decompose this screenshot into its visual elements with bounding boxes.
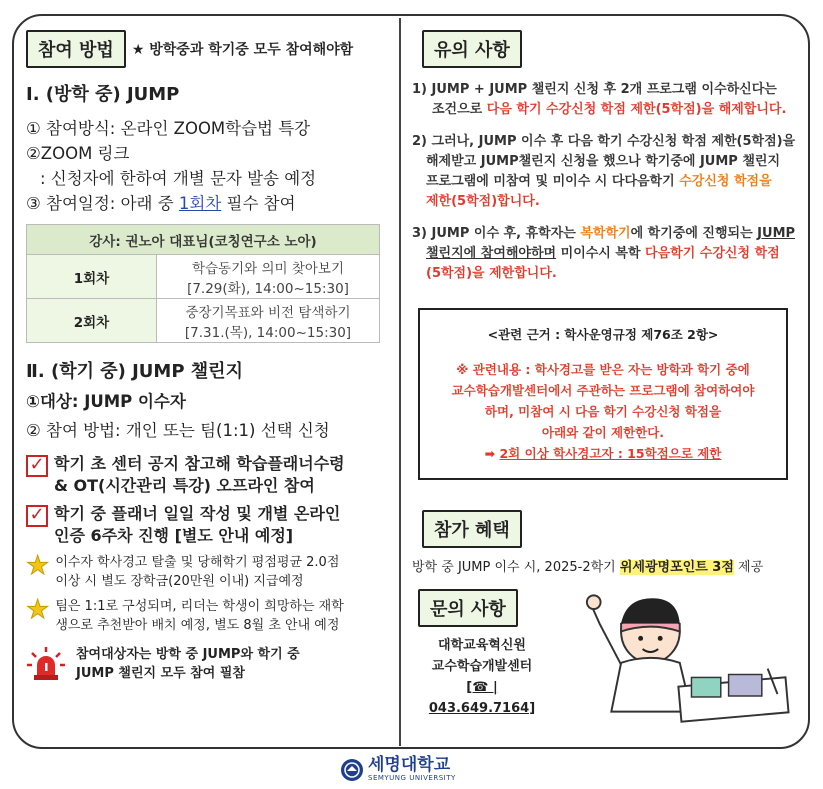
notice-line xyxy=(412,172,797,192)
benefit-text xyxy=(412,556,797,575)
regulation-line: 아래와 같이 제한한다. xyxy=(541,425,665,440)
section1-item3-pre: ③ 참여일정: 아래 중 xyxy=(26,194,179,213)
contact-section xyxy=(412,589,797,723)
check-line: 학기 중 플래너 일일 작성 및 개별 온라인 xyxy=(54,504,341,523)
method-column xyxy=(26,30,396,683)
regulation-limit-line xyxy=(430,443,776,464)
star-line: 이수자 학사경고 탈출 및 당해학기 평점평균 2.0점 xyxy=(55,555,340,570)
notice-line: 제한(5학점)합니다. xyxy=(426,194,540,209)
notice-emphasis: 수강신청 학점을 xyxy=(679,174,772,189)
siren-line: JUMP 챌린지 모두 참여 필참 xyxy=(76,666,245,681)
siren-icon xyxy=(26,645,66,681)
notice-underline: JUMP xyxy=(757,226,796,241)
notice-line: (5학점)을 제한합니다. xyxy=(426,266,557,281)
notice-1 xyxy=(412,80,797,120)
benefit-highlight: 위세광명포인트 3점 xyxy=(619,560,734,575)
notice-text: 3) JUMP 이수 후, 휴학자는 xyxy=(412,226,581,241)
contact-phone[interactable]: [☎ | 043.649.7164] xyxy=(428,680,536,716)
notice-text: 미이수시 복학 xyxy=(556,246,646,261)
regulation-limit: 2회 이상 학사경고자 : 15학점으로 제한 xyxy=(499,446,722,461)
section1-item3-post: 필수 참여 xyxy=(221,194,296,213)
checkmark-icon: ✓ xyxy=(26,505,48,527)
notice-line xyxy=(412,244,797,264)
notice-line: 1) JUMP + JUMP 챌린지 신청 후 2개 프로그램 이수하신다는 xyxy=(412,82,777,97)
section1-item3 xyxy=(26,191,396,216)
star-item xyxy=(26,597,396,635)
round1-link[interactable]: 1회차 xyxy=(178,194,222,213)
siren-line: 참여대상자는 방학 중 JUMP와 학기 중 xyxy=(76,647,300,662)
arrow-icon: ➡ xyxy=(484,446,496,461)
notice-text: 에 학기중에 진행되는 xyxy=(630,226,758,241)
star-icon: ★ xyxy=(26,551,50,581)
check-line: 학기 초 센터 공지 참고해 학습플래너수령 xyxy=(54,454,345,473)
check-line: 인증 6주차 진행 [별도 안내 예정] xyxy=(54,526,294,545)
table-row xyxy=(27,255,380,299)
method-tag: 참여 방법 xyxy=(26,30,126,68)
section2-item2: ② 참여 방법: 개인 또는 팀(1:1) 선택 신청 xyxy=(26,421,330,440)
star-line: 생으로 추천받아 배치 예정, 별도 8월 초 안내 예정 xyxy=(55,618,340,633)
star-icon: ★ xyxy=(26,595,50,625)
section1-item2: ②ZOOM 링크 xyxy=(26,144,130,163)
schedule-header: 강사: 권노아 대표님(코칭연구소 노아) xyxy=(27,225,380,255)
student-illustration xyxy=(582,583,797,723)
notes-tag: 유의 사항 xyxy=(422,30,522,68)
schedule-topic-cell xyxy=(157,255,380,299)
contact-info xyxy=(412,635,552,719)
notice-emphasis: 복학학기 xyxy=(580,226,631,241)
schedule-topic-cell xyxy=(157,299,380,343)
notice-underline: 챌린지에 참여해야하며 xyxy=(426,246,557,261)
benefit-tag: 참가 혜택 xyxy=(422,510,522,548)
check-item xyxy=(26,503,396,547)
star-line: 이상 시 별도 장학금(20만원 이내) 지급예정 xyxy=(55,574,304,589)
contact-org: 대학교육혁신원 xyxy=(438,638,526,653)
schedule-date: [7.29(화), 14:00~15:30] xyxy=(187,280,349,297)
schedule-topic: 학습동기와 의미 찾아보기 xyxy=(191,260,345,277)
notice-emphasis: 다음 학기 수강신청 학점 제한(5학점)을 해제합니다. xyxy=(486,102,787,117)
notice-line xyxy=(412,224,797,244)
regulation-line: 하며, 미참여 시 다음 학기 수강신청 학점을 xyxy=(484,404,722,419)
table-row xyxy=(27,299,380,343)
university-emblem-icon xyxy=(340,758,364,782)
section2-title: Ⅱ. (학기 중) JUMP 챌린지 xyxy=(26,361,243,382)
contact-org: 교수학습개발센터 xyxy=(431,659,533,674)
contact-tag: 문의 사항 xyxy=(418,589,518,627)
university-name-en: SEMYUNG UNIVERSITY xyxy=(368,774,456,782)
section1-item1: ① 참여방식: 온라인 ZOOM학습법 특강 xyxy=(26,119,311,138)
star-item xyxy=(26,553,396,591)
benefit-pre: 방학 중 JUMP 이수 시, 2025-2학기 xyxy=(412,560,620,575)
siren-item xyxy=(26,645,396,683)
notice-line: 2) 그러나, JUMP 이수 후 다음 학기 수강신청 학점 제한(5학점)을 xyxy=(412,134,796,149)
notice-line xyxy=(412,100,797,120)
method-note: ★ 방학중과 학기중 모두 참여해야함 xyxy=(131,42,354,58)
schedule-date: [7.31.(목), 14:00~15:30] xyxy=(184,324,352,341)
schedule-round: 1회차 xyxy=(27,255,157,299)
notice-3 xyxy=(412,224,797,284)
notice-emphasis: 다음학기 수강신청 학점 xyxy=(645,246,780,261)
notice-2 xyxy=(412,132,797,212)
schedule-topic: 중장기목표와 비전 탐색하기 xyxy=(185,304,351,321)
regulation-line: 교수학습개발센터에서 주관하는 프로그램에 참여하여야 xyxy=(451,383,755,398)
notes-column xyxy=(412,30,797,723)
schedule-round: 2회차 xyxy=(27,299,157,343)
notice-text: 조건으로 xyxy=(432,102,487,117)
section1-title: Ⅰ. (방학 중) JUMP xyxy=(26,84,180,105)
column-divider xyxy=(399,18,401,746)
university-logo xyxy=(340,757,456,782)
schedule-table xyxy=(26,224,380,343)
checkmark-icon: ✓ xyxy=(26,455,48,477)
regulation-title: <관련 근거 : 학사운영규정 제76조 2항> xyxy=(487,327,719,342)
check-item xyxy=(26,453,396,497)
benefit-post: 제공 xyxy=(733,560,764,575)
university-name: 세명대학교 xyxy=(368,755,451,775)
section1-item2-sub: : 신청자에 한하여 개별 문자 발송 예정 xyxy=(40,169,317,188)
section2-item1: ①대상: JUMP 이수자 xyxy=(26,392,186,411)
notice-text: 프로그램에 미참여 및 미이수 시 다다음학기 xyxy=(426,174,680,189)
notice-line: 해제받고 JUMP챌린지 신청을 했으나 학기중에 JUMP 챌린지 xyxy=(426,154,781,169)
star-line: 팀은 1:1로 구성되며, 리더는 학생이 희망하는 재학 xyxy=(55,599,344,614)
method-header xyxy=(26,30,396,68)
check-line: & OT(시간관리 특강) 오프라인 참여 xyxy=(54,476,315,495)
regulation-box xyxy=(418,308,788,480)
regulation-line: ※ 관련내용 : 학사경고를 받은 자는 방학과 학기 중에 xyxy=(456,362,750,377)
